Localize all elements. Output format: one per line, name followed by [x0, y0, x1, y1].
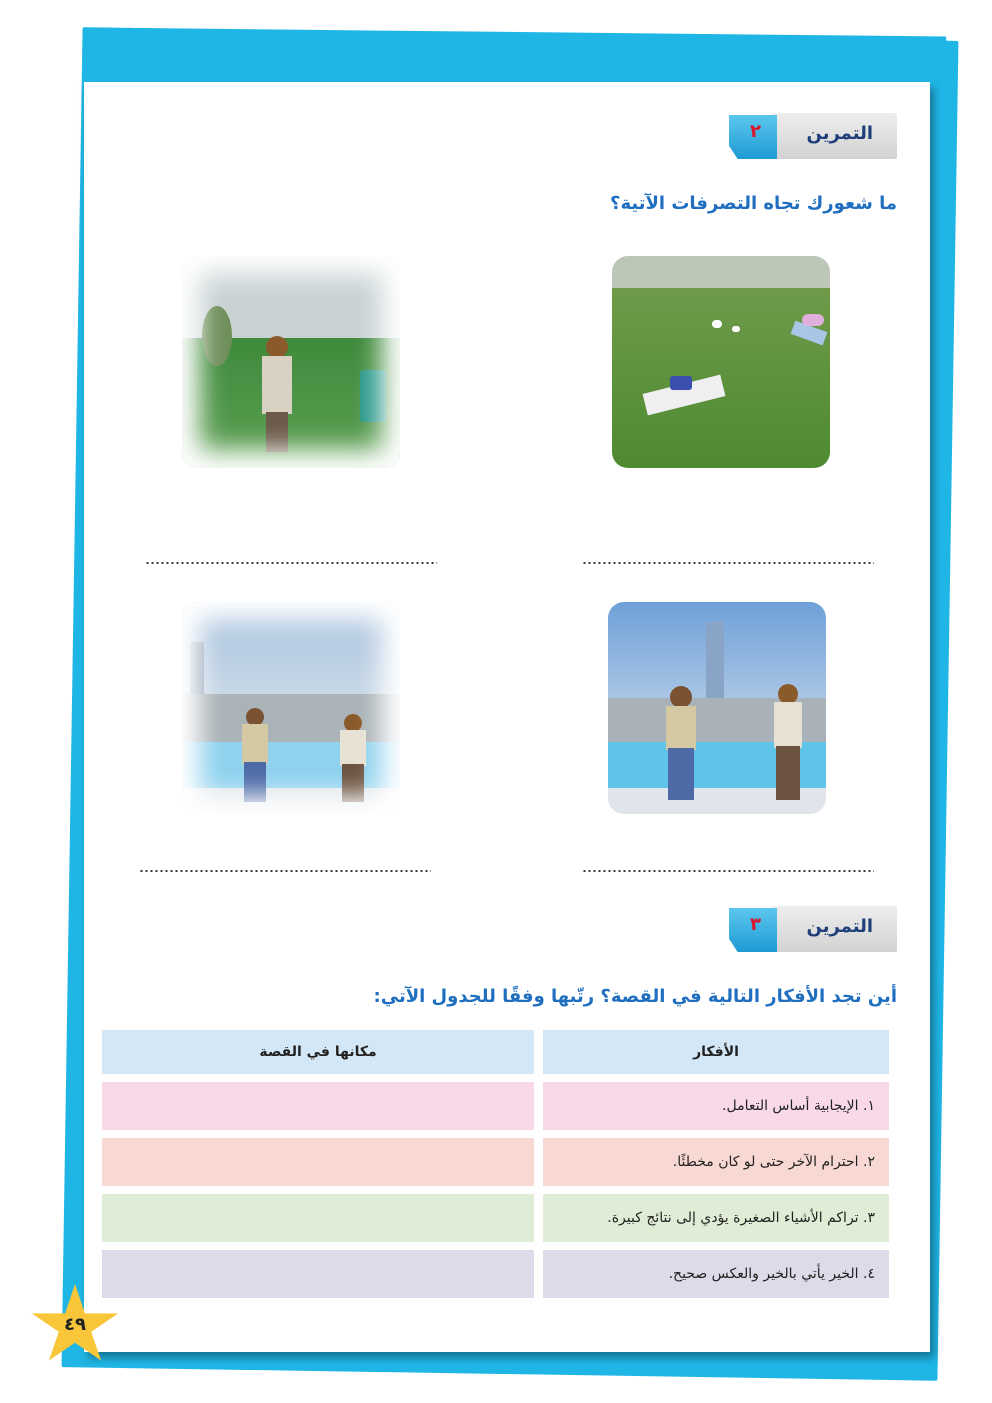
exercise-label: التمرين	[806, 123, 873, 144]
boy-fishing-trash-from-pool-image	[182, 602, 400, 814]
table-row-idea-4: ٤. الخير يأتي بالخير والعكس صحيح.	[543, 1250, 889, 1298]
table-header-place: مكانها في القصة	[102, 1030, 534, 1074]
exercise-number: ٢	[750, 121, 761, 142]
table-row-place-2[interactable]	[102, 1138, 534, 1186]
table-row-place-3[interactable]	[102, 1194, 534, 1242]
table-row-idea-1: ١. الإيجابية أساس التعامل.	[543, 1082, 889, 1130]
exercise-3-question: أين تجد الأفكار التالية في القصة؟ رتّبها وفقًا للجدول الآتي:	[373, 986, 897, 1007]
answer-line	[145, 562, 437, 564]
exercise-3-tab	[727, 906, 897, 952]
page-number: ٤٩	[64, 1314, 86, 1335]
exercise-2-tab	[727, 113, 897, 159]
answer-line	[582, 870, 874, 872]
boys-by-pool-image	[608, 602, 826, 814]
table-row-place-1[interactable]	[102, 1082, 534, 1130]
answer-line	[582, 562, 874, 564]
answer-line	[139, 870, 431, 872]
exercise-label: التمرين	[806, 916, 873, 937]
table-row-place-4[interactable]	[102, 1250, 534, 1298]
litter-on-grass-image	[612, 256, 830, 468]
table-header-ideas: الأفكار	[543, 1030, 889, 1074]
exercise-2-question: ما شعورك تجاه التصرفات الآتية؟	[610, 193, 897, 214]
table-row-idea-2: ٢. احترام الآخر حتى لو كان مخطئًا.	[543, 1138, 889, 1186]
table-row-idea-3: ٣. تراكم الأشياء الصغيرة يؤدي إلى نتائج كبيرة.	[543, 1194, 889, 1242]
exercise-number: ٣	[750, 914, 761, 935]
page-frame-top-band	[84, 27, 946, 86]
boy-throwing-trash-in-bin-image	[182, 256, 400, 468]
